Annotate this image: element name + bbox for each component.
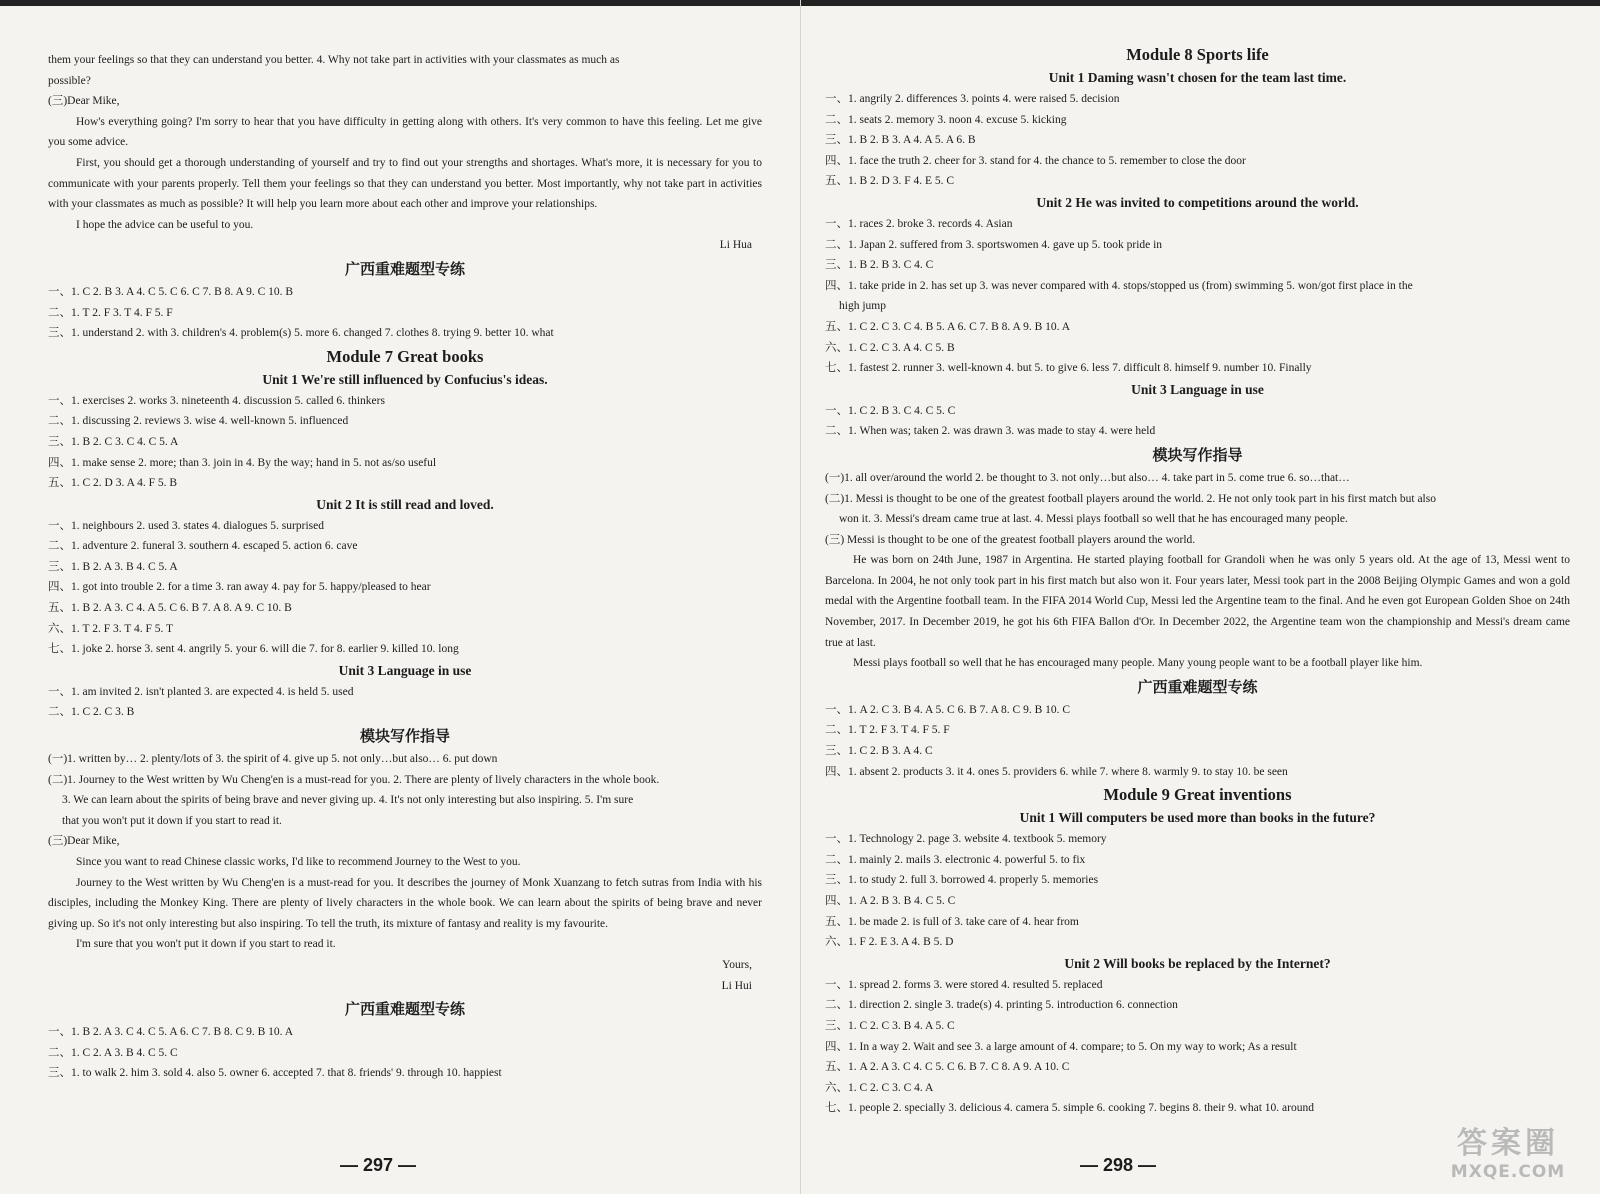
answer-line: 一、1. C 2. B 3. C 4. C 5. C bbox=[825, 404, 956, 417]
text-line: possible? bbox=[48, 74, 91, 87]
answer-line: 三、1. to study 2. full 3. borrowed 4. properly 5. memories bbox=[825, 874, 1099, 887]
answer-line: 四、1. absent 2. products 3. it 4. ones 5. providers 6. while 7. where 8. warmly 9. to stay 10. be seen bbox=[825, 765, 1288, 778]
answer-line: 四、1. got into trouble 2. for a time 3. ran away 4. pay for 5. happy/pleased to hear bbox=[48, 581, 431, 594]
unit-title: Unit 3 Language in use bbox=[1131, 381, 1264, 397]
letter-salutation: (三)Dear Mike, bbox=[48, 835, 120, 848]
letter-signature: Li Hui bbox=[721, 979, 752, 992]
answer-line: 一、1. neighbours 2. used 3. states 4. dialogues 5. surprised bbox=[48, 519, 324, 532]
module-title: Module 8 Sports life bbox=[1126, 45, 1269, 64]
answer-line: 五、1. be made 2. is full of 3. take care of 4. hear from bbox=[825, 915, 1079, 928]
unit-title: Unit 2 He was invited to competitions around the world. bbox=[1036, 194, 1359, 210]
answer-line: 五、1. B 2. D 3. F 4. E 5. C bbox=[825, 175, 955, 188]
unit-title: Unit 1 We're still influenced by Confucius's ideas. bbox=[262, 371, 548, 387]
letter-paragraph: Journey to the West written by Wu Cheng'en is a must-read for you. It describes the journey of Monk Xuanzang to fetch sutras from India with his disciples, including the Monkey King. There are plenty of lively characters in the whole book. We can learn about the spirits of being brave and never giving up. So it's not only interesting but also inspiring. To tell the truth, its mixture of fantasy and reality is my favourite. bbox=[48, 876, 762, 930]
unit-title: Unit 1 Daming wasn't chosen for the team last time. bbox=[1048, 70, 1347, 85]
answer-line: 二、1. C 2. C 3. B bbox=[48, 706, 135, 719]
answer-line: 三、1. understand 2. with 3. children's 4. problem(s) 5. more 6. changed 7. clothes 8. trying 9. better 10. what bbox=[48, 327, 554, 340]
unit-title: Unit 1 Will computers be used more than books in the future? bbox=[1019, 810, 1376, 826]
answer-line: 一、1. am invited 2. isn't planted 3. are expected 4. is held 5. used bbox=[48, 685, 354, 698]
answer-line: 三、1. B 2. B 3. C 4. C bbox=[825, 259, 934, 272]
answer-line: that you won't put it down if you start to read it. bbox=[62, 814, 282, 827]
answer-line: 五、1. A 2. A 3. C 4. C 5. C 6. B 7. C 8. A 9. A 10. C bbox=[825, 1061, 1070, 1074]
answer-line: 二、1. direction 2. single 3. trade(s) 4. printing 5. introduction 6. connection bbox=[825, 999, 1178, 1012]
answer-line: 二、1. When was; taken 2. was drawn 3. was made to stay 4. were held bbox=[825, 425, 1156, 438]
essay-paragraph: Messi plays football so well that he has encouraged many people. Many young people want to be a football player like him. bbox=[853, 657, 1423, 670]
answer-line: 四、1. In a way 2. Wait and see 3. a large amount of 4. compare; to 5. On my way to work; As a result bbox=[825, 1040, 1297, 1053]
section-heading: 广西重难题型专练 bbox=[344, 1000, 465, 1019]
section-heading: 广西重难题型专练 bbox=[1137, 677, 1258, 696]
answer-line: 三、1. to walk 2. him 3. sold 4. also 5. owner 6. accepted 7. that 8. friends' 9. through 10. happiest bbox=[48, 1067, 502, 1080]
answer-line: 六、1. C 2. C 3. C 4. A bbox=[825, 1081, 934, 1094]
answer-line: 七、1. joke 2. horse 3. sent 4. angrily 5. your 6. will die 7. for 8. earlier 9. killed 10. long bbox=[48, 643, 459, 656]
letter-paragraph: Since you want to read Chinese classic works, I'd like to recommend Journey to the West to you. bbox=[76, 856, 521, 868]
section-heading: 模块写作指导 bbox=[359, 727, 450, 746]
answer-line: 一、1. angrily 2. differences 3. points 4. were raised 5. decision bbox=[825, 93, 1120, 105]
answer-line: 一、1. races 2. broke 3. records 4. Asian bbox=[825, 217, 1013, 230]
answer-line: 一、1. A 2. C 3. B 4. A 5. C 6. B 7. A 8. C 9. B 10. C bbox=[825, 703, 1071, 716]
letter-paragraph: First, you should get a thorough understanding of yourself and try to find out your strengths and shortages. What's more, it is necessary for you to communicate with your parents properly. Tell them your feelings so that they can understand you better. Most importantly, why not take part in activities with your classmates as much as possible? It will help you learn more about each other and improve your relationships. bbox=[48, 156, 762, 211]
text-line: them your feelings so that they can understand you better. 4. Why not take part in activities with your classmates as much as bbox=[48, 54, 620, 66]
answer-line: (三) Messi is thought to be one of the greatest football players around the world. bbox=[825, 533, 1196, 546]
answer-line: 二、1. discussing 2. reviews 3. wise 4. well-known 5. influenced bbox=[48, 415, 349, 428]
answer-line: 六、1. T 2. F 3. T 4. F 5. T bbox=[48, 622, 174, 635]
answer-line: 六、1. F 2. E 3. A 4. B 5. D bbox=[825, 936, 954, 949]
answer-line: 二、1. T 2. F 3. T 4. F 5. F bbox=[48, 306, 173, 319]
answer-line: 3. We can learn about the spirits of being brave and never giving up. 4. It's not only interesting but also inspiring. 5. I'm sure bbox=[62, 794, 634, 807]
letter-closing: Yours, bbox=[722, 958, 752, 971]
answer-line: 五、1. C 2. C 3. C 4. B 5. A 6. C 7. B 8. A 9. B 10. A bbox=[825, 320, 1071, 333]
answer-line: 五、1. B 2. A 3. C 4. A 5. C 6. B 7. A 8. A 9. C 10. B bbox=[48, 602, 292, 615]
section-heading: 广西重难题型专练 bbox=[344, 259, 465, 278]
answer-line: 一、1. spread 2. forms 3. were stored 4. resulted 5. replaced bbox=[825, 978, 1103, 991]
answer-line: 二、1. mainly 2. mails 3. electronic 4. powerful 5. to fix bbox=[825, 853, 1086, 866]
answer-line: high jump bbox=[839, 300, 886, 313]
watermark-url: MXQE.COM bbox=[1450, 1162, 1566, 1182]
answer-line: 七、1. people 2. specially 3. delicious 4. camera 5. simple 6. cooking 7. begins 8. their 9. what 10. around bbox=[825, 1102, 1314, 1115]
letter-signature: Li Hua bbox=[719, 239, 752, 252]
answer-line: 六、1. C 2. C 3. A 4. C 5. B bbox=[825, 341, 955, 354]
module-title: Module 7 Great books bbox=[326, 346, 484, 366]
unit-title: Unit 3 Language in use bbox=[338, 662, 472, 678]
answer-line: 一、1. Technology 2. page 3. website 4. textbook 5. memory bbox=[825, 833, 1107, 846]
section-heading: 模块写作指导 bbox=[1152, 445, 1243, 464]
right-page bbox=[800, 0, 1600, 1194]
answer-line: 二、1. Japan 2. suffered from 3. sportswomen 4. gave up 5. took pride in bbox=[825, 238, 1163, 251]
answer-line: 二、1. T 2. F 3. T 4. F 5. F bbox=[825, 724, 950, 737]
answer-line: 四、1. take pride in 2. has set up 3. was never compared with 4. stops/stopped us (from) swimming 5. won/got first place in the bbox=[825, 279, 1413, 292]
page-number: — 298 — bbox=[1080, 1155, 1157, 1175]
answer-line: 二、1. C 2. A 3. B 4. C 5. C bbox=[48, 1046, 178, 1059]
answer-line: 一、1. B 2. A 3. C 4. C 5. A 6. C 7. B 8. C 9. B 10. A bbox=[48, 1026, 294, 1039]
answer-line: 三、1. B 2. B 3. A 4. A 5. A 6. B bbox=[825, 134, 976, 147]
answer-line: (二)1. Journey to the West written by Wu Cheng'en is a must-read for you. 2. There are plenty of lively characters in the whole book. bbox=[48, 773, 660, 786]
answer-line: 七、1. fastest 2. runner 3. well-known 4. but 5. to give 6. less 7. difficult 8. himself 9. number 10. Finally bbox=[825, 362, 1312, 375]
letter-paragraph: I hope the advice can be useful to you. bbox=[76, 218, 254, 231]
answer-line: 四、1. A 2. B 3. B 4. C 5. C bbox=[825, 895, 956, 907]
answer-line: 五、1. C 2. D 3. A 4. F 5. B bbox=[48, 477, 178, 490]
answer-line: 四、1. make sense 2. more; than 3. join in 4. By the way; hand in 5. not as/so useful bbox=[48, 456, 437, 469]
page-number: — 297 — bbox=[340, 1155, 417, 1175]
letter-paragraph: How's everything going? I'm sorry to hear that you have difficulty in getting along with others. It's very common to have this feeling. Let me give you some advice. bbox=[48, 115, 762, 149]
answer-line: 三、1. C 2. C 3. B 4. A 5. C bbox=[825, 1019, 955, 1032]
answer-line: (二)1. Messi is thought to be one of the greatest football players around the world. 2. He not only took part in his first match but also bbox=[825, 492, 1436, 505]
watermark-logo bbox=[1428, 1118, 1588, 1180]
letter-paragraph: I'm sure that you won't put it down if you start to read it. bbox=[76, 938, 336, 951]
answer-line: 三、1. B 2. A 3. B 4. C 5. A bbox=[48, 560, 178, 573]
answer-line: 四、1. face the truth 2. cheer for 3. stand for 4. the chance to 5. remember to close the door bbox=[825, 154, 1246, 167]
answer-line: 二、1. adventure 2. funeral 3. southern 4. escaped 5. action 6. cave bbox=[48, 540, 358, 553]
answer-line: 二、1. seats 2. memory 3. noon 4. excuse 5. kicking bbox=[825, 113, 1067, 126]
letter-salutation: (三)Dear Mike, bbox=[48, 95, 120, 108]
answer-line: won it. 3. Messi's dream came true at last. 4. Messi plays football so well that he has encouraged many people. bbox=[839, 513, 1348, 526]
answer-line: 一、1. exercises 2. works 3. nineteenth 4. discussion 5. called 6. thinkers bbox=[48, 394, 385, 407]
answer-line: (一)1. written by… 2. plenty/lots of 3. the spirit of 4. give up 5. not only…but also… 6. put down bbox=[48, 753, 498, 766]
answer-line: (一)1. all over/around the world 2. be thought to 3. not only…but also… 4. take part in 5. come true 6. so…that… bbox=[825, 471, 1350, 484]
watermark-text: 答案圈 bbox=[1457, 1126, 1559, 1161]
answer-line: 一、1. C 2. B 3. A 4. C 5. C 6. C 7. B 8. A 9. C 10. B bbox=[48, 285, 294, 298]
answer-line: 三、1. C 2. B 3. A 4. C bbox=[825, 745, 933, 758]
unit-title: Unit 2 Will books be replaced by the Internet? bbox=[1064, 955, 1331, 971]
essay-paragraph: He was born on 24th June, 1987 in Argentina. He started playing football for Grandoli when he was only 5 years old. At the age of 13, Messi went to Barcelona. In 2004, he not only took part in his first match but also won it. Four years later, Messi took part in the 2008 Beijing Olympic Games and won a gold medal with the Argentine football team. In the FIFA 2014 World Cup, Messi led the Argentine team to the final. And he even got European Golden Shoe on 24th November, 2017. In December 2019, he got his 6th FIFA Ballon d'Or. In December 2022, the Argentine team won the championship and Messi's dream came true at last. bbox=[825, 554, 1570, 649]
module-title: Module 9 Great inventions bbox=[1103, 785, 1292, 805]
answer-line: 三、1. B 2. C 3. C 4. C 5. A bbox=[48, 435, 179, 448]
unit-title: Unit 2 It is still read and loved. bbox=[316, 496, 494, 512]
